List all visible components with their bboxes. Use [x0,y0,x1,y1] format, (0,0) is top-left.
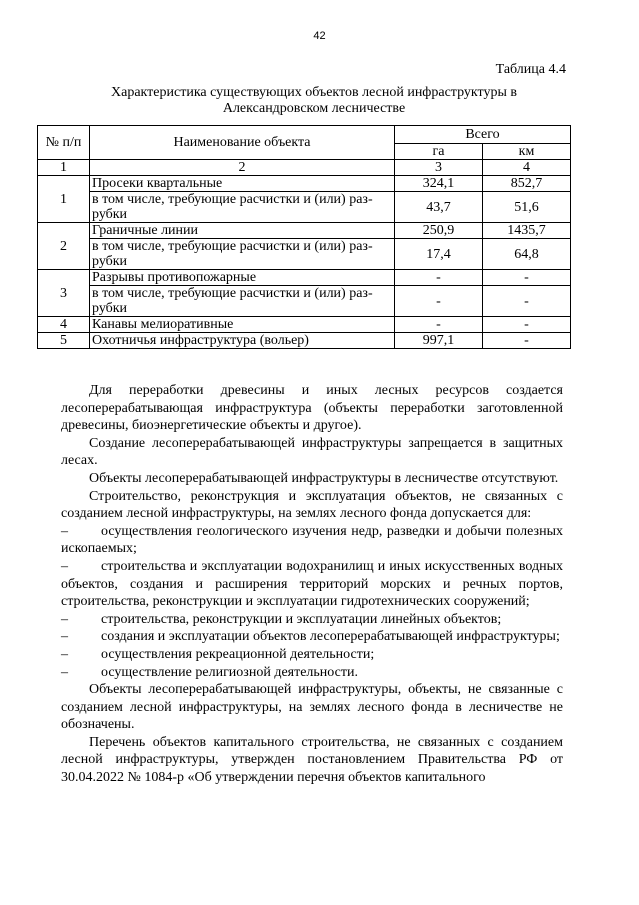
index-cell: 2 [90,160,395,176]
paragraph: Создание лесоперерабатывающей инфраструктуры запрещается в защитных лесах. [61,435,563,469]
paragraph: Строительство, реконструкция и эксплуатация объектов, не связанных с созданием лесной инфраструктуры, на землях лесного фонда допускается для: [61,488,563,522]
row-number: 4 [38,317,90,333]
list-item-text: строительства, реконструкции и эксплуатации линейных объектов; [101,611,502,627]
list-item [61,664,563,682]
paragraph: Объекты лесоперерабатывающей инфраструктуры в лесничестве отсутствуют. [89,470,559,486]
value-ha: 17,4 [395,239,483,270]
infrastructure-table [37,125,571,349]
paragraph: Объекты лесоперерабатывающей инфраструктуры, объекты, не связанные с созданием лесной инфраструктуры, на землях лесного фонда в лесничестве не обозначены. [61,682,563,733]
value-km: 1435,7 [483,223,571,239]
caption-line: Александровском лесничестве [222,101,406,116]
list-item-text: строительства и эксплуатации водохранилищ и иных искусственных водных объектов, создания и расширения территорий морских и речных портов, строительства, реконструкции и эксплуатации гидротехнических сооружений; [61,558,563,610]
table-row [38,223,571,239]
value-ha: 324,1 [395,176,483,192]
name-line: в том числе, требующие расчистки и (или) раз- [92,239,373,254]
list-item [61,646,563,664]
index-cell: 1 [38,160,90,176]
value-ha: - [395,270,483,286]
value-ha: 250,9 [395,223,483,239]
row-number: 1 [38,176,90,223]
object-name: Разрывы противопожарные [90,270,395,286]
paragraph: Для переработки древесины и иных лесных ресурсов создается лесоперерабатывающая инфраструктура (объекты переработки заготовленной древесины, биоэнергетические объекты и другое). [61,383,563,434]
dash-marker: – [61,558,68,574]
name-line: рубки [92,254,128,269]
table-index-row [38,160,571,176]
name-line: рубки [92,207,128,222]
value-km: - [483,270,571,286]
value-km: - [483,286,571,317]
row-number: 2 [38,223,90,270]
page-number: 42 [313,30,326,42]
object-name: Охотничья инфраструктура (вольер) [90,333,395,349]
object-name: Канавы мелиоративные [90,317,395,333]
header-ha: га [395,144,483,160]
value-km: 51,6 [483,192,571,223]
table-row [38,176,571,192]
table-row [38,192,571,223]
value-km: 852,7 [483,176,571,192]
object-name [90,286,395,317]
dash-marker: – [61,611,68,627]
value-ha: 997,1 [395,333,483,349]
name-line: в том числе, требующие расчистки и (или) раз- [92,286,373,301]
value-km: - [483,317,571,333]
list-item-text: создания и эксплуатации объектов лесоперерабатывающей инфраструктуры; [101,629,560,645]
caption-line: Характеристика существующих объектов лесной инфраструктуры в [111,85,517,100]
table-header-row [38,126,571,144]
object-name: Просеки квартальные [90,176,395,192]
value-ha: - [395,317,483,333]
body-text [61,382,563,787]
table-caption [64,85,564,117]
row-number: 5 [38,333,90,349]
list-item [61,523,563,558]
name-line: в том числе, требующие расчистки и (или) раз- [92,192,373,207]
list-item [61,628,563,646]
dash-marker: – [61,523,68,539]
index-cell: 4 [483,160,571,176]
header-num: № п/п [38,126,90,160]
header-total: Всего [395,126,571,144]
object-name [90,192,395,223]
list-item [61,611,563,629]
row-number: 3 [38,270,90,317]
table-row [38,239,571,270]
table-label: Таблица 4.4 [495,62,566,77]
dash-marker: – [61,629,68,645]
name-line: рубки [92,301,128,316]
dash-marker: – [61,664,68,680]
object-name: Граничные линии [90,223,395,239]
table-row [38,270,571,286]
index-cell: 3 [395,160,483,176]
table-row [38,317,571,333]
list-item-text: осуществления геологического изучения недр, разведки и добычи полезных ископаемых; [61,523,563,557]
object-name [90,239,395,270]
value-km: 64,8 [483,239,571,270]
value-km: - [483,333,571,349]
value-ha: - [395,286,483,317]
value-ha: 43,7 [395,192,483,223]
paragraph: Перечень объектов капитального строительства, не связанных с созданием лесной инфраструктуры, утвержден постановлением Правительства РФ от 30.04.2022 № 1084-р «Об утверждении перечня объектов капитального [61,734,563,786]
list-item [61,558,563,611]
header-name: Наименование объекта [90,126,395,160]
table-row [38,333,571,349]
header-km: км [483,144,571,160]
dash-marker: – [61,646,68,662]
list-item-text: осуществление религиозной деятельности. [101,664,358,680]
list-item-text: осуществления рекреационной деятельности; [101,646,375,662]
table-row [38,286,571,317]
